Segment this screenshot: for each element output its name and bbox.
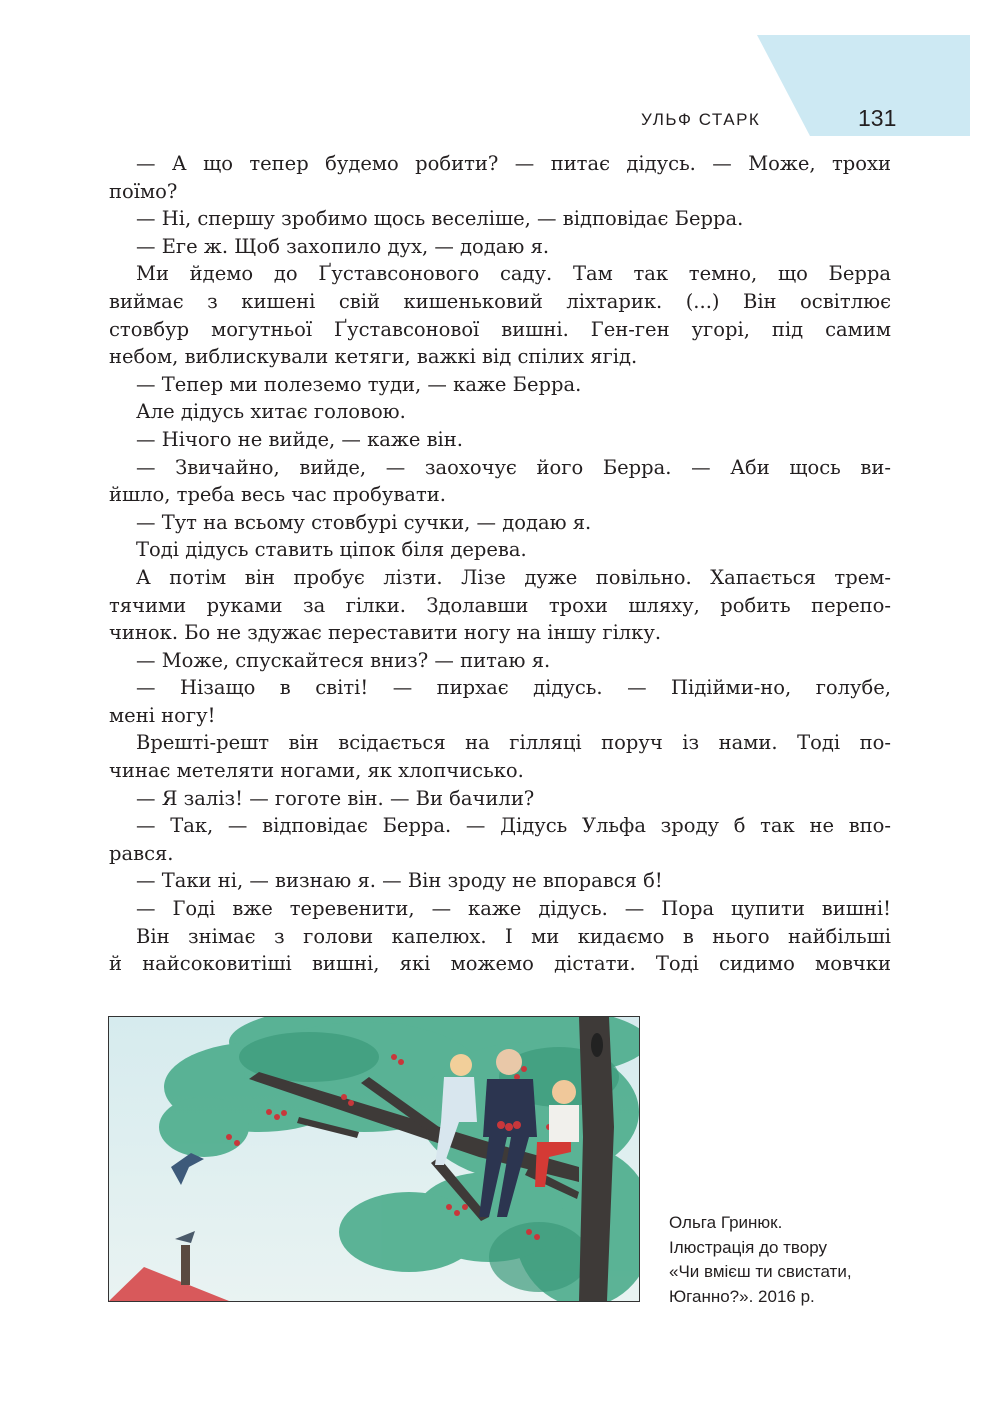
text-line: рався. [109,841,174,865]
text-line: — Еге ж. Щоб захопило дух, — додаю я. [136,234,550,258]
text-line: небом, виблискували кетяги, важкі від спілих ягід. [109,345,638,369]
text-line: — Таки ні, — визнаю я. — Він зроду не впорався б! [136,869,663,893]
text-line: — Може, спускайтеся вниз? — питаю я. [136,648,551,672]
text-line: — Нізащо в світі! — пирхає дідусь. — Підійми-но, голубе, [136,676,891,700]
caption-line: Юганно?». 2016 р. [669,1286,815,1306]
text-line: стовбур могутньої Ґуставсонової вишні. Ген-ген угорі, під самим [109,317,891,341]
running-head: УЛЬФ СТАРК [641,110,761,129]
illustration-cherry-tree [108,1016,640,1302]
text-line: Врешті-решт він всідається на гілляці поруч із нами. Тоді по- [136,731,891,755]
text-line: чинок. Бо не здужає переставити ногу на іншу гілку. [109,621,662,645]
caption-line: Ольга Гринюк. [669,1213,783,1232]
text-line: чинає метеляти ногами, як хлопчисько. [109,759,524,783]
caption-line: «Чи вмієш ти свистати, [669,1262,852,1281]
text-line: — Годі вже теревенити, — каже дідусь. — Пора цупити вишні! [136,897,891,921]
text-line: А потім він пробує лізти. Лізе дуже повільно. Хапається трем- [136,565,891,589]
text-line: — Звичайно, вийде, — заохочує його Берра. — Аби щось ви- [136,455,891,479]
text-line: — Я заліз! — гоготе він. — Ви бачили? [136,786,535,810]
page-corner-tab [0,0,998,140]
text-line: йшло, треба весь час пробувати. [109,483,446,507]
text-line: Тоді дідусь ставить ціпок біля дерева. [136,538,527,562]
text-line: — Ні, спершу зробимо щось веселіше, — відповідає Берра. [136,207,744,231]
text-line: — Тепер ми полеземо туди, — каже Берра. [136,372,582,396]
text-line: — А що тепер будемо робити? — питає дідусь. — Може, трохи [136,152,891,175]
page-number: 131 [858,105,897,131]
text-line: виймає з кишені свій кишеньковий ліхтарик. (...) Він освітлює [109,289,891,313]
text-line: — Нічого не вийде, — каже він. [136,427,463,451]
text-line: Але дідусь хитає головою. [136,400,406,424]
text-line: мені ногу! [109,703,216,727]
text-line: Він знімає з голови капелюх. І ми кидаємо в нього найбільші [136,924,891,948]
illustration-caption [669,1211,899,1309]
text-line: — Тут на всьому стовбурі сучки, — додаю я. [136,510,592,534]
story-text [109,150,891,978]
text-line: — Так, — відповідає Берра. — Дідусь Ульфа зроду б так не впо- [136,814,891,838]
text-line: Ми йдемо до Ґуставсонового саду. Там так темно, що Берра [136,262,891,286]
text-line: й найсоковитіші вишні, які можемо дістати. Тоді сидимо мовчки [109,952,891,976]
text-line: тячими руками за гілки. Здолавши трохи шляху, робить перепо- [109,593,891,617]
caption-line: Ілюстрація до твору [669,1237,827,1257]
text-line: поїмо? [109,179,178,203]
